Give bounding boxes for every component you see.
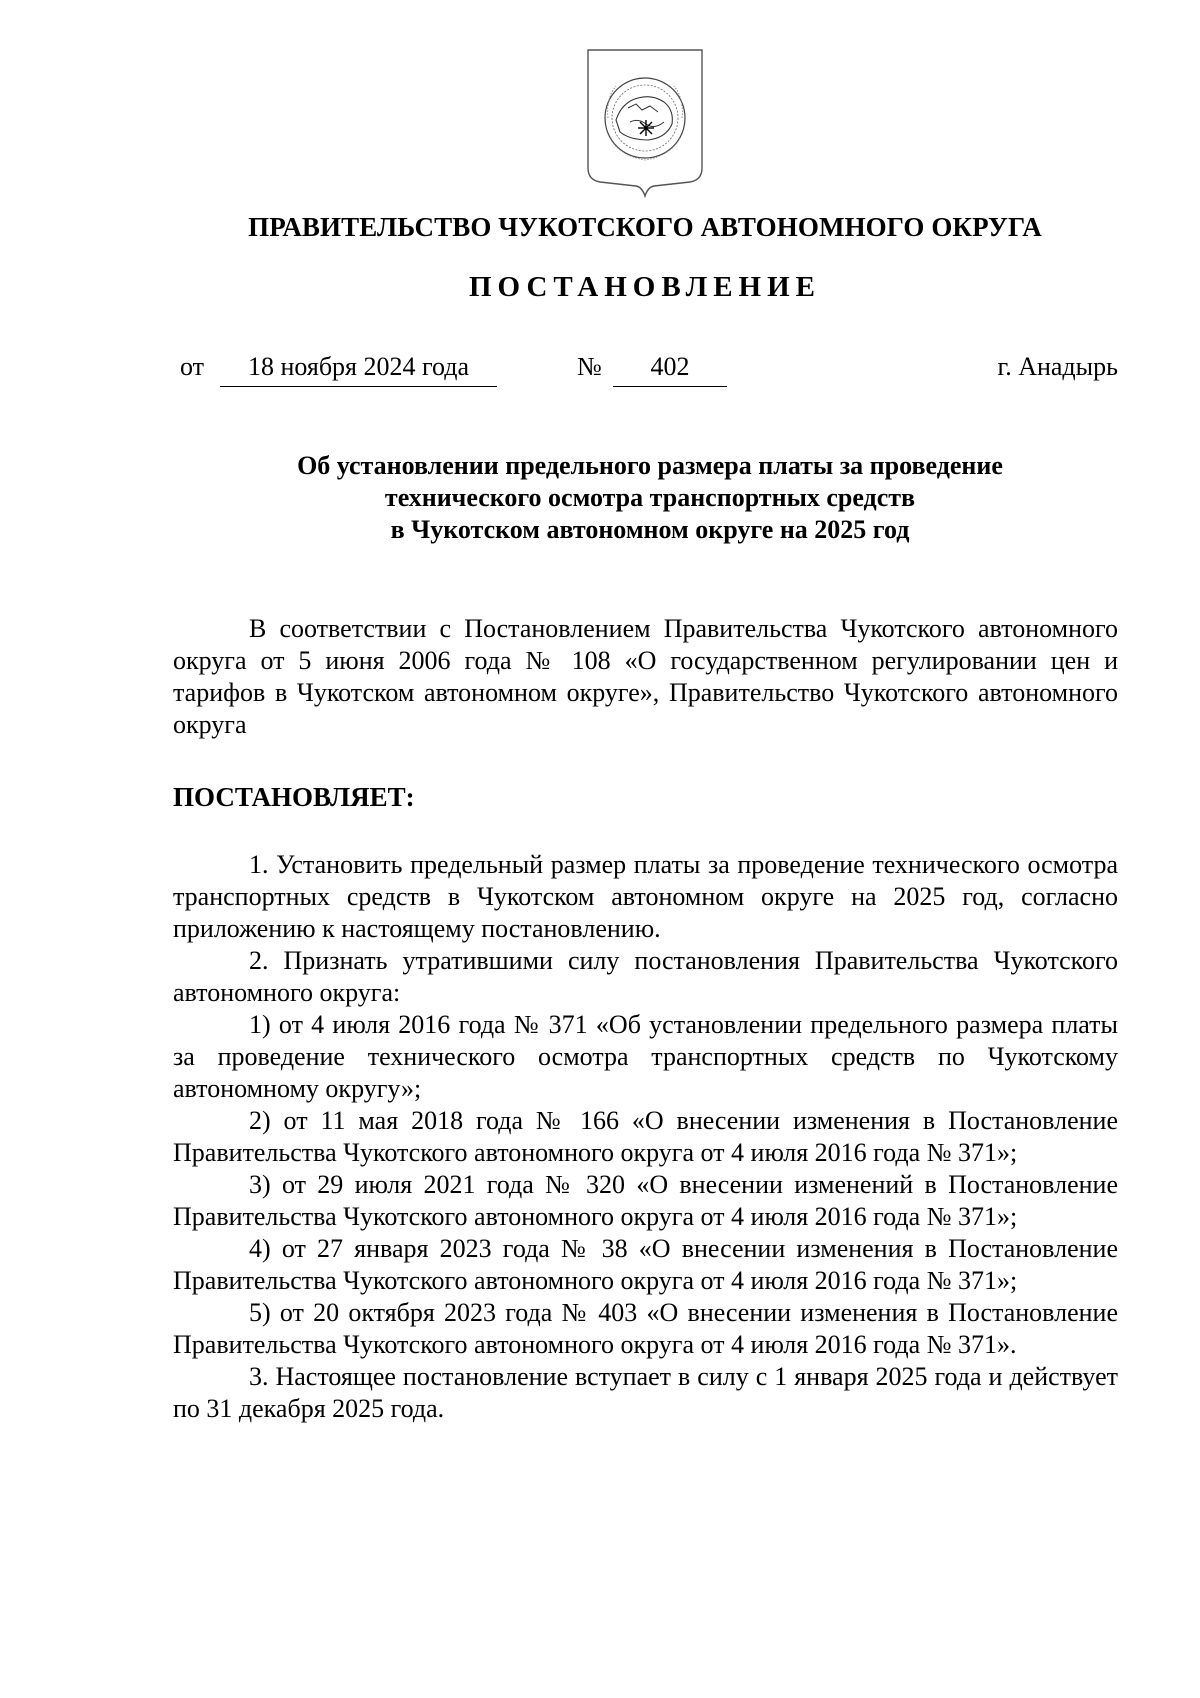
document-type: ПОСТАНОВЛЕНИЕ bbox=[468, 271, 821, 303]
clause-1: 1. Установить предельный размер платы за проведение технического осмотра транспортных средств в Чукотском автономном округе на 2025 год, согласно приложению к настоящему постановлению. bbox=[173, 850, 1118, 943]
document-title bbox=[170, 450, 1130, 546]
chukotka-coat-of-arms-icon bbox=[586, 48, 704, 198]
title-line: технического осмотра транспортных средств bbox=[384, 483, 916, 512]
subclause-3: 3) от 29 июля 2021 года № 320 «О внесении изменений в Постановление Правительства Чукотского автономного округа от 4 июля 2016 года № 371»; bbox=[173, 1170, 1118, 1231]
subclause-2: 2) от 11 мая 2018 года № 166 «О внесении изменения в Постановление Правительства Чукотского автономного округа от 4 июля 2016 года № 371»; bbox=[173, 1106, 1118, 1167]
organization-name: ПРАВИТЕЛЬСТВО ЧУКОТСКОГО АВТОНОМНОГО ОКРУГА bbox=[248, 212, 1042, 242]
decree-heading: ПОСТАНОВЛЯЕТ: bbox=[173, 782, 415, 812]
clause-3: 3. Настоящее постановление вступает в силу с 1 января 2025 года и действует по 31 декабря 2025 года. bbox=[173, 1362, 1118, 1423]
subclause-4: 4) от 27 января 2023 года № 38 «О внесении изменения в Постановление Правительства Чукотского автономного округа от 4 июля 2016 года № 371»; bbox=[173, 1234, 1118, 1295]
preamble-paragraph: В соответствии с Постановлением Правительства Чукотского автономного округа от 5 июня 2006 года № 108 «О государственном регулировании цен и тарифов в Чукотском автономном округе», Правительство Чукотского автономного округа bbox=[173, 614, 1118, 739]
clause-2: 2. Признать утратившими силу постановления Правительства Чукотского автономного округа: bbox=[173, 946, 1118, 1007]
subclause-5: 5) от 20 октября 2023 года № 403 «О внесении изменения в Постановление Правительства Чукотского автономного округа от 4 июля 2016 года № 371». bbox=[173, 1298, 1118, 1359]
date-prefix: от bbox=[180, 352, 205, 381]
date-underline bbox=[220, 386, 497, 387]
document-place: г. Анадырь bbox=[997, 352, 1118, 381]
subclause-1: 1) от 4 июля 2016 года № 371 «Об установлении предельного размера платы за проведение технического осмотра транспортных средств по Чукотскому автономному округу»; bbox=[173, 1010, 1118, 1103]
document-body bbox=[173, 613, 1118, 1425]
number-underline bbox=[613, 386, 727, 387]
title-line: в Чукотском автономном округе на 2025 год bbox=[390, 515, 910, 544]
document-number: 402 bbox=[650, 352, 690, 381]
document-date: 18 ноября 2024 года bbox=[247, 352, 470, 381]
title-line: Об установлении предельного размера платы за проведение bbox=[297, 451, 1003, 480]
number-prefix: № bbox=[577, 352, 602, 381]
